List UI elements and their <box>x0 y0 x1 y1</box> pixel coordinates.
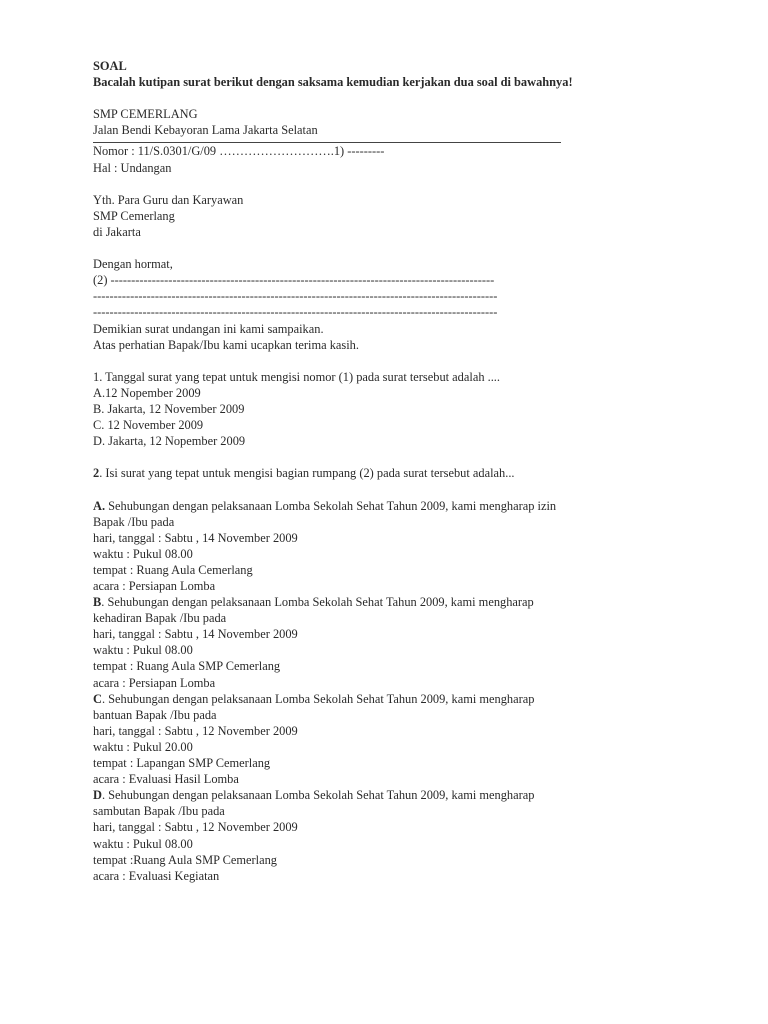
letter-recipient-line: SMP Cemerlang <box>93 208 175 223</box>
question-2-option-a <box>93 498 713 514</box>
letter-blank-line: (2) --------------------------------------------------------------------------------------------- <box>93 273 495 288</box>
question-1-text: Tanggal surat yang tepat untuk mengisi nomor (1) pada surat tersebut adalah .... <box>105 369 501 384</box>
question-2-text: . Isi surat yang tepat untuk mengisi bagian rumpang (2) pada surat tersebut adalah... <box>99 466 515 481</box>
question-2-option-c <box>93 691 713 707</box>
question-2 <box>93 465 713 481</box>
question-1-number: 1. <box>93 369 103 384</box>
option-detail: acara : Persiapan Lomba <box>93 579 216 593</box>
option-detail: waktu : Pukul 20.00 <box>93 739 193 754</box>
letter-recipient-line: di Jakarta <box>93 224 141 239</box>
question-1-option-d: D. Jakarta, 12 Nopember 2009 <box>93 434 246 449</box>
doc-instruction: Bacalah kutipan surat berikut dengan saksama kemudian kerjakan dua soal di bawahnya! <box>93 75 573 90</box>
letter-closing-line: Demikian surat undangan ini kami sampaikan. <box>93 321 324 336</box>
option-lead: . Sehubungan dengan pelaksanaan Lomba Sekolah Sehat Tahun 2009, kami mengharap <box>101 788 535 803</box>
option-continuation: Bapak /Ibu pada <box>93 514 175 529</box>
question-2-option-b <box>93 594 713 610</box>
option-detail: acara : Evaluasi Kegiatan <box>93 868 220 883</box>
option-lead: . Sehubungan dengan pelaksanaan Lomba Sekolah Sehat Tahun 2009, kami mengharap <box>101 595 534 610</box>
option-detail: tempat : Lapangan SMP Cemerlang <box>93 756 271 771</box>
question-1-option-c: C. 12 November 2009 <box>93 418 204 433</box>
option-continuation: bantuan Bapak /Ibu pada <box>93 707 217 722</box>
letter-recipient-line: Yth. Para Guru dan Karyawan <box>93 192 244 207</box>
option-letter: D <box>93 788 102 803</box>
option-letter: A. <box>93 498 106 513</box>
letter-nomor: Nomor : 11/S.0301/G/09 <box>93 144 217 159</box>
document-page <box>93 58 713 884</box>
letter-nomor-line <box>93 143 713 159</box>
question-1-option-b: B. Jakarta, 12 November 2009 <box>93 401 245 416</box>
option-continuation: kehadiran Bapak /Ibu pada <box>93 611 227 626</box>
option-detail: acara : Evaluasi Hasil Lomba <box>93 772 239 787</box>
option-letter: C <box>93 691 102 706</box>
letter-nomor-blank: 1) --------- <box>333 144 385 159</box>
option-lead: Sehubungan dengan pelaksanaan Lomba Sekolah Sehat Tahun 2009, kami mengharap izin <box>105 498 557 513</box>
option-lead: . Sehubungan dengan pelaksanaan Lomba Sekolah Sehat Tahun 2009, kami mengharap <box>101 691 535 706</box>
option-detail: hari, tanggal : Sabtu , 12 November 2009 <box>93 820 298 835</box>
letter-closing-line: Atas perhatian Bapak/Ibu kami ucapkan terima kasih. <box>93 337 359 352</box>
option-detail: tempat : Ruang Aula SMP Cemerlang <box>93 659 281 674</box>
question-1 <box>93 369 713 385</box>
letter-school-name: SMP CEMERLANG <box>93 107 198 122</box>
option-detail: hari, tanggal : Sabtu , 14 November 2009 <box>93 530 298 545</box>
letter-blank-line: -------------------------------------------------------------------------------------------------- <box>93 305 498 320</box>
letter-hal: Hal : Undangan <box>93 160 172 175</box>
option-continuation: sambutan Bapak /Ibu pada <box>93 804 225 819</box>
option-detail: tempat :Ruang Aula SMP Cemerlang <box>93 852 278 867</box>
option-detail: waktu : Pukul 08.00 <box>93 546 193 561</box>
option-detail: hari, tanggal : Sabtu , 14 November 2009 <box>93 627 298 642</box>
doc-title: SOAL <box>93 59 127 73</box>
option-detail: hari, tanggal : Sabtu , 12 November 2009 <box>93 723 298 738</box>
letter-nomor-dots: ………………………. <box>219 144 334 159</box>
option-detail: waktu : Pukul 08.00 <box>93 836 193 851</box>
question-2-option-d <box>93 787 713 803</box>
option-detail: acara : Persiapan Lomba <box>93 675 216 690</box>
letter-address: Jalan Bendi Kebayoran Lama Jakarta Selatan <box>93 123 318 138</box>
question-2-number: 2 <box>93 466 100 481</box>
letter-blank-line: -------------------------------------------------------------------------------------------------- <box>93 289 498 304</box>
option-detail: tempat : Ruang Aula Cemerlang <box>93 562 253 577</box>
option-detail: waktu : Pukul 08.00 <box>93 643 193 658</box>
letter-greeting: Dengan hormat, <box>93 257 173 272</box>
option-letter: B <box>93 595 102 610</box>
question-1-option-a: A.12 Nopember 2009 <box>93 385 201 400</box>
